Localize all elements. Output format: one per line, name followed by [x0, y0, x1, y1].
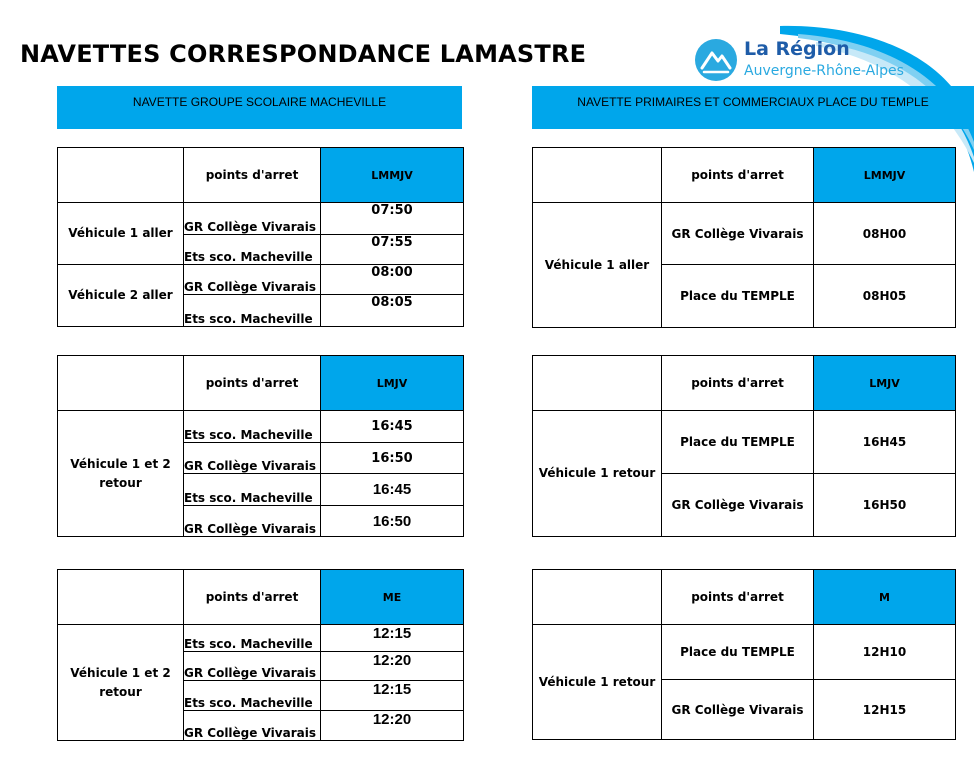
days-header: LMJV — [814, 356, 956, 411]
stop-cell: GR Collège Vivarais — [184, 443, 321, 474]
stops-header: points d'arret — [184, 148, 321, 203]
stop-cell: GR Collège Vivarais — [184, 506, 321, 537]
stop-cell: Ets sco. Macheville — [184, 411, 321, 443]
stop-cell: GR Collège Vivarais — [184, 265, 321, 295]
time-cell: 07:55 — [321, 235, 464, 265]
stop-cell: Ets sco. Macheville — [184, 474, 321, 506]
time-cell: 12:20 — [321, 711, 464, 741]
schedule-table-left-wednesday — [57, 569, 464, 741]
vehicle-cell: Véhicule 1 et 2 retour — [58, 411, 184, 537]
stop-cell: Ets sco. Macheville — [184, 295, 321, 327]
stop-cell: GR Collège Vivarais — [184, 711, 321, 741]
right-section-heading: NAVETTE PRIMAIRES ET COMMERCIAUX PLACE DU TEMPLE — [532, 86, 974, 129]
vehicle-cell: Véhicule 1 aller — [58, 203, 184, 265]
time-cell: 16:50 — [321, 443, 464, 474]
schedule-table-right-wednesday — [532, 569, 956, 740]
header-empty-cell — [533, 148, 662, 203]
days-header: LMMJV — [321, 148, 464, 203]
time-cell: 08:00 — [321, 265, 464, 295]
time-cell: 08H00 — [814, 203, 956, 265]
page-title: NAVETTES CORRESPONDANCE LAMASTRE — [20, 40, 587, 68]
left-section-heading: NAVETTE GROUPE SCOLAIRE MACHEVILLE — [57, 86, 462, 129]
vehicle-cell: Véhicule 1 aller — [533, 203, 662, 328]
stop-cell: Ets sco. Macheville — [184, 625, 321, 652]
header-empty-cell — [533, 570, 662, 625]
vehicle-cell: Véhicule 1 et 2 retour — [58, 625, 184, 741]
logo-subtitle: Auvergne-Rhône-Alpes — [744, 63, 904, 79]
stop-cell: GR Collège Vivarais — [662, 680, 814, 740]
stop-cell: GR Collège Vivarais — [662, 474, 814, 537]
time-cell: 16:50 — [321, 506, 464, 537]
time-cell: 12:15 — [321, 625, 464, 652]
stops-header: points d'arret — [662, 570, 814, 625]
time-cell: 16H50 — [814, 474, 956, 537]
stop-cell: Place du TEMPLE — [662, 411, 814, 474]
time-cell: 12H10 — [814, 625, 956, 680]
time-cell: 12:20 — [321, 652, 464, 681]
time-cell: 12H15 — [814, 680, 956, 740]
stop-cell: Place du TEMPLE — [662, 265, 814, 328]
schedule-table-right-morning — [532, 147, 956, 328]
time-cell: 16:45 — [321, 474, 464, 506]
header-empty-cell — [58, 148, 184, 203]
header-empty-cell — [533, 356, 662, 411]
schedule-table-left-morning — [57, 147, 464, 327]
region-mountain-icon — [694, 38, 738, 82]
days-header: ME — [321, 570, 464, 625]
vehicle-cell: Véhicule 1 retour — [533, 411, 662, 537]
time-cell: 16H45 — [814, 411, 956, 474]
header-empty-cell — [58, 356, 184, 411]
stop-cell: Ets sco. Macheville — [184, 235, 321, 265]
schedule-table-left-afternoon — [57, 355, 464, 537]
stop-cell: GR Collège Vivarais — [184, 203, 321, 235]
region-logo — [692, 36, 922, 84]
stop-cell: Ets sco. Macheville — [184, 681, 321, 711]
logo-name: La Région — [744, 38, 850, 60]
stops-header: points d'arret — [184, 356, 321, 411]
stops-header: points d'arret — [662, 148, 814, 203]
time-cell: 07:50 — [321, 203, 464, 235]
header-empty-cell — [58, 570, 184, 625]
days-header: LMMJV — [814, 148, 956, 203]
time-cell: 08H05 — [814, 265, 956, 328]
schedule-table-right-afternoon — [532, 355, 956, 537]
time-cell: 12:15 — [321, 681, 464, 711]
stops-header: points d'arret — [184, 570, 321, 625]
stop-cell: GR Collège Vivarais — [184, 652, 321, 681]
stops-header: points d'arret — [662, 356, 814, 411]
days-header: M — [814, 570, 956, 625]
time-cell: 16:45 — [321, 411, 464, 443]
stop-cell: Place du TEMPLE — [662, 625, 814, 680]
vehicle-cell: Véhicule 1 retour — [533, 625, 662, 740]
time-cell: 08:05 — [321, 295, 464, 327]
days-header: LMJV — [321, 356, 464, 411]
vehicle-cell: Véhicule 2 aller — [58, 265, 184, 327]
stop-cell: GR Collège Vivarais — [662, 203, 814, 265]
